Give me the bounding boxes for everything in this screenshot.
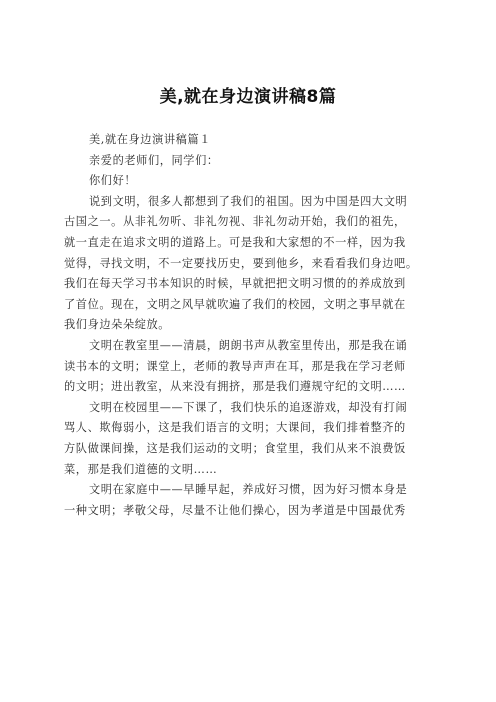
paragraph-line: 方队做课间操，这是我们运动的文明；食堂里，我们从来不浪费饭 [64,441,406,455]
paragraph-line: 文明在校园里——下课了，我们快乐的追逐游戏，却没有打闹 [89,400,408,414]
paragraph-line: 说到文明，很多人都想到了我们的祖国。因为中国是四大文明 [89,194,408,208]
document-title: 美,就在身边演讲稿8篇 [159,87,337,107]
paragraph-line: 美,就在身边演讲稿篇１ [89,133,212,146]
paragraph-line: 我们在每天学习书本知识的时候，早就把把文明习惯的的养成放到 [64,277,406,291]
paragraph-line: 你们好！ [89,174,137,188]
paragraph-line: 的文明；进出教室，从来没有拥挤，那是我们遵规守纪的文明…… [64,380,406,394]
paragraph-line: 就一直走在追求文明的道路上。可是我和大家想的不一样，因为我 [64,235,406,249]
paragraph-line: 文明在教室里——清晨，朗朗书声从教室里传出，那是我在诵 [89,338,408,352]
paragraph-line: 读书本的文明；课堂上，老师的教导声声在耳，那是我在学习老师 [64,359,406,373]
paragraph-line: 菜，那是我们道德的文明…… [64,462,218,476]
document-body [64,130,444,521]
paragraph-line: 文明在家庭中——早睡早起，养成好习惯，因为好习惯本身是 [89,483,408,497]
paragraph-line: 一种文明；孝敬父母，尽量不让他们操心，因为孝道是中国最优秀 [64,503,406,517]
paragraph-line: 我们身边朵朵绽放。 [64,318,171,332]
paragraph-line: 了首位。现在，文明之风早就吹遍了我们的校园，文明之事早就在 [64,297,406,311]
paragraph-line: 古国之一。从非礼勿听、非礼勿视、非礼勿动开始，我们的祖先， [64,215,406,229]
paragraph-line: 亲爱的老师们，同学们： [89,153,219,167]
paragraph-line: 觉得，寻找文明，不一定要找历史，要到他乡，来看看我们身边吧。 [64,256,418,270]
paragraph-line: 骂人、欺侮弱小，这是我们语言的文明；大课间，我们排着整齐的 [64,421,406,435]
